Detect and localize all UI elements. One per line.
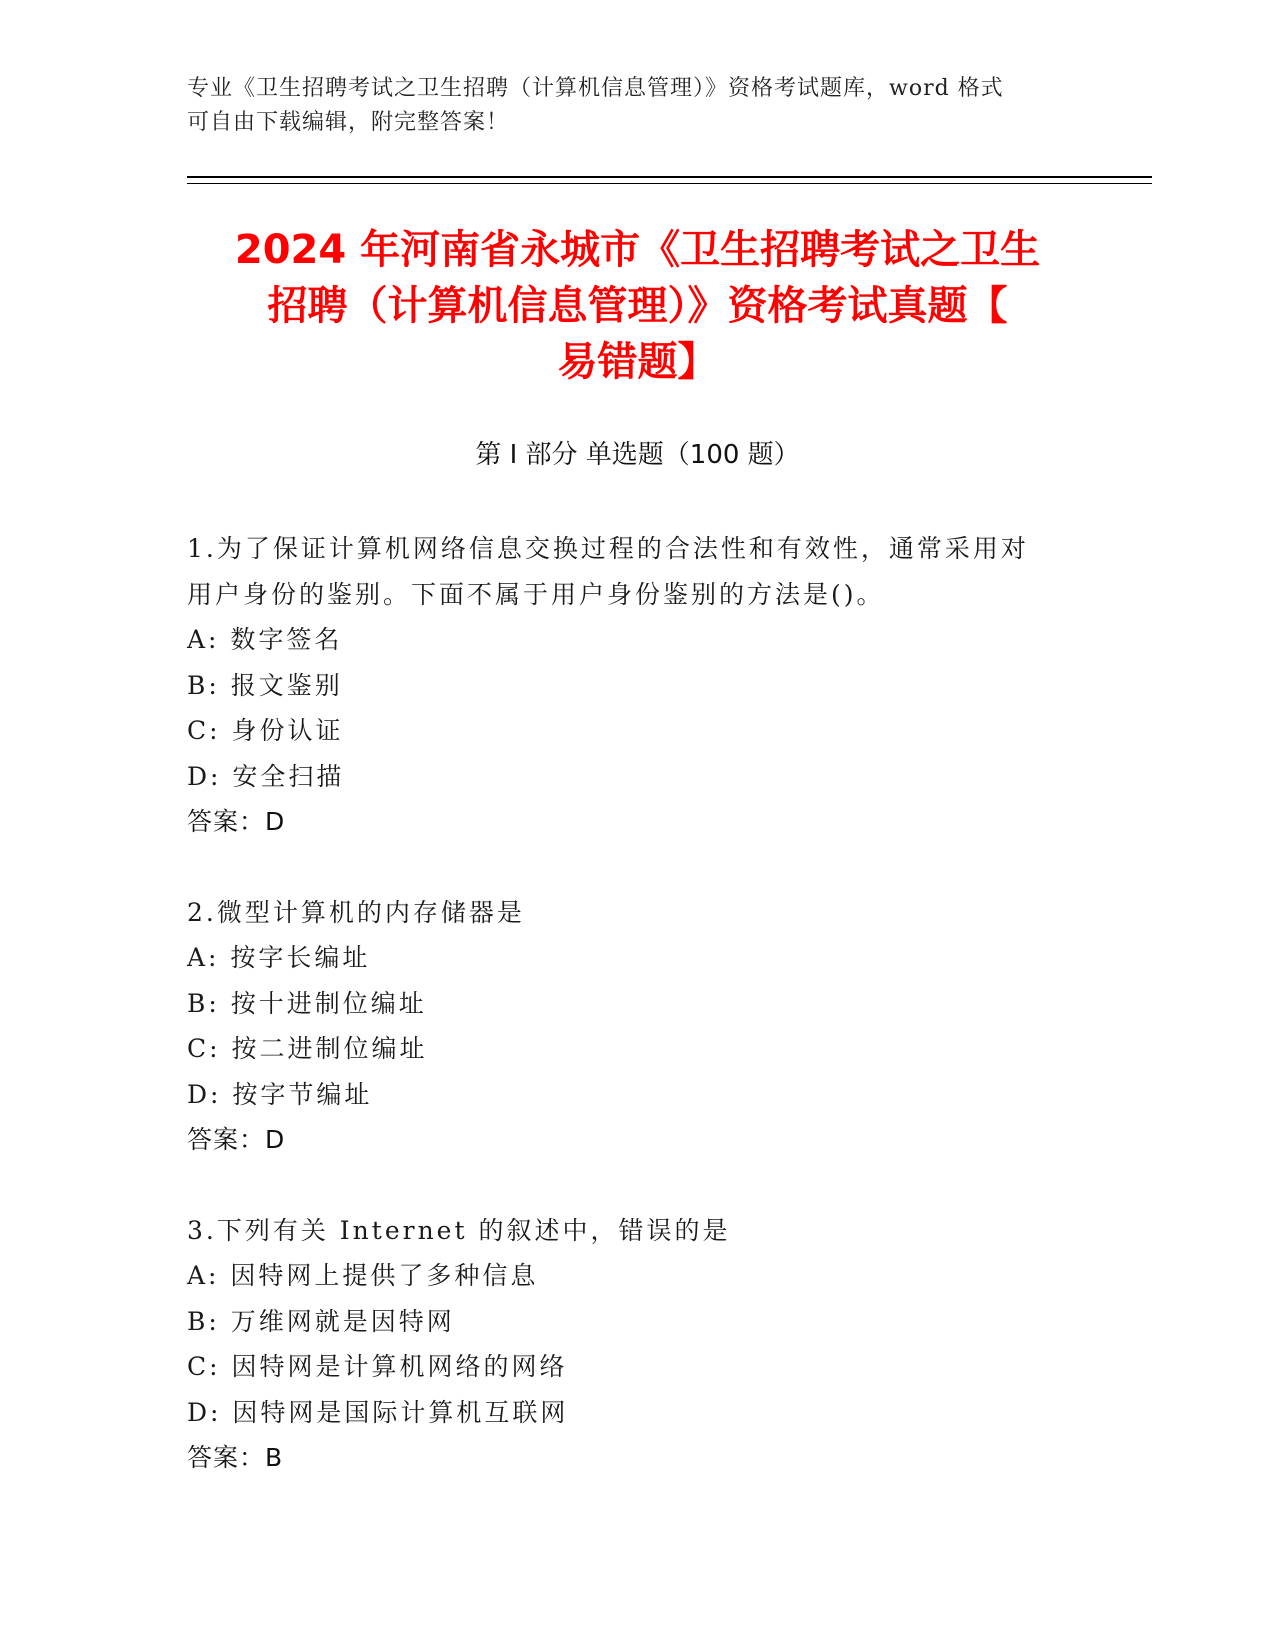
option-c: C: 因特网是计算机网络的网络 xyxy=(187,1352,568,1381)
header-note-line-2: 可自由下载编辑，附完整答案！ xyxy=(187,110,510,135)
document-header-note xyxy=(187,72,1087,140)
option-d: D: 安全扫描 xyxy=(187,761,345,791)
title-line-2: 招聘（计算机信息管理）》资格考试真题【 xyxy=(267,283,1008,329)
title-line-1: 2024 年河南省永城市《卫生招聘考试之卫生 xyxy=(234,227,1041,273)
header-divider-thick xyxy=(187,176,1152,178)
option-b: B: 万维网就是因特网 xyxy=(187,1306,455,1336)
title-line-3: 易错题】 xyxy=(557,339,718,385)
option-c: C: 按二进制位编址 xyxy=(187,1034,428,1063)
question-stem-line: 2.微型计算机的内存储器是 xyxy=(187,897,525,927)
option-b: B: 按十进制位编址 xyxy=(187,988,427,1018)
option-d: D: 按字节编址 xyxy=(187,1079,373,1109)
option-b: B: 报文鉴别 xyxy=(187,670,343,700)
question-list xyxy=(187,526,1087,1526)
question-1 xyxy=(187,526,1087,845)
option-c: C: 身份认证 xyxy=(187,716,344,745)
header-divider-thin xyxy=(187,183,1152,184)
option-d: D: 因特网是国际计算机互联网 xyxy=(187,1397,569,1427)
answer-label: 答案：D xyxy=(187,807,286,836)
question-stem-line: 用户身份的鉴别。下面不属于用户身份鉴别的方法是()。 xyxy=(187,579,885,609)
question-stem-line: 3.下列有关 Internet 的叙述中，错误的是 xyxy=(187,1215,731,1245)
answer-label: 答案：D xyxy=(187,1125,286,1154)
section-heading: 第 I 部分 单选题（100 题） xyxy=(475,440,800,470)
question-3 xyxy=(187,1208,1087,1481)
option-a: A: 按字长编址 xyxy=(187,943,371,972)
document-title xyxy=(150,222,1125,390)
question-stem-line: 1.为了保证计算机网络信息交换过程的合法性和有效性，通常采用对 xyxy=(187,534,1029,563)
option-a: A: 因特网上提供了多种信息 xyxy=(187,1261,539,1290)
answer-label: 答案：B xyxy=(187,1443,284,1472)
header-note-line-1: 专业《卫生招聘考试之卫生招聘（计算机信息管理）》资格考试题库，word 格式 xyxy=(187,76,1004,101)
option-a: A: 数字签名 xyxy=(187,625,343,654)
question-2 xyxy=(187,890,1087,1163)
